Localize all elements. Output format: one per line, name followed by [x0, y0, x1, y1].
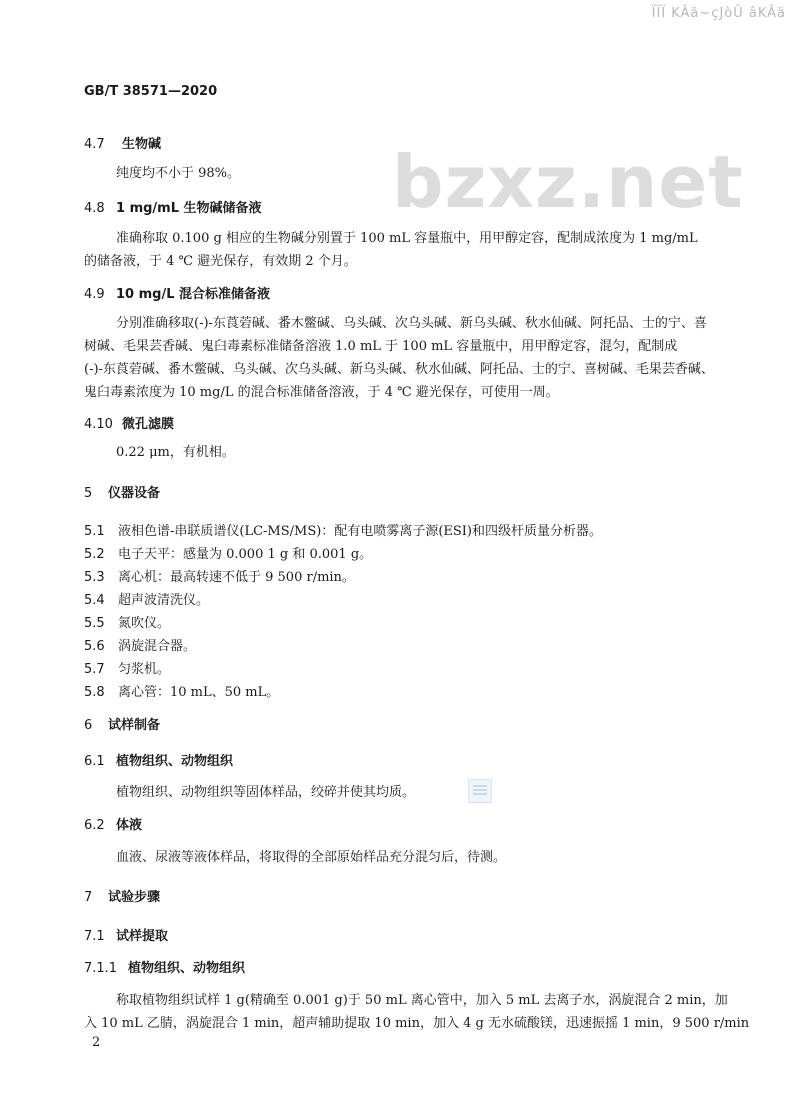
header-watermark-text: ÏÏÏ KÂä~çJòÜ âKÂä [651, 6, 786, 21]
paragraph-line: 分别准确移取(-)-东莨菪碱、番木鳖碱、乌头碱、次乌头碱、新乌头碱、秋水仙碱、阿托品、士的宁、喜 [116, 316, 707, 331]
item-text: 离心机：最高转速不低于 9 500 r/min。 [118, 570, 355, 585]
item-text: 匀浆机。 [118, 662, 171, 677]
item-text: 氮吹仪。 [118, 616, 171, 631]
section-number: 4.9 [84, 287, 105, 302]
section-title: 仪器设备 [108, 486, 161, 501]
item-number: 5.8 [84, 685, 105, 700]
section-title: 微孔滤膜 [122, 417, 175, 432]
item-number: 5.4 [84, 593, 105, 608]
item-text: 超声波清洗仪。 [118, 593, 210, 608]
item-text: 电子天平：感量为 0.000 1 g 和 0.001 g。 [118, 547, 373, 562]
list-item [84, 612, 170, 631]
section-title: 生物碱 [122, 137, 162, 152]
section-title: 植物组织、动物组织 [128, 961, 246, 976]
section-number: 6.1 [84, 754, 105, 769]
section-heading-7-1 [84, 925, 168, 944]
section-number: 7.1.1 [84, 961, 118, 976]
section-heading-6-2 [84, 814, 142, 833]
section-heading-7-1-1 [84, 957, 245, 976]
section-title: 1 mg/mL 生物碱储备液 [116, 201, 262, 216]
paragraph: 纯度均不小于 98%。 [116, 166, 241, 181]
item-number: 5.3 [84, 570, 105, 585]
section-heading-4-7 [84, 133, 161, 152]
section-heading-4-9 [84, 283, 270, 302]
item-number: 5.5 [84, 616, 105, 631]
section-heading-7 [84, 886, 160, 905]
section-title: 植物组织、动物组织 [116, 754, 234, 769]
paragraph-line: 树碱、毛果芸香碱、鬼臼毒素标准储备溶液 1.0 mL 于 100 mL 容量瓶中，用甲醇定容，混匀，配制成 [84, 339, 678, 354]
section-title: 试验步骤 [108, 890, 161, 905]
section-heading-4-8 [84, 197, 262, 216]
paragraph: 血液、尿液等液体样品，将取得的全部原始样品充分混匀后，待测。 [116, 850, 507, 865]
paragraph-line: 鬼臼毒素浓度为 10 mg/L 的混合标准储备溶液，于 4 ℃ 避光保存，可使用一周。 [84, 385, 559, 400]
section-number: 7 [84, 890, 93, 905]
paragraph-line: 的储备液，于 4 ℃ 避光保存，有效期 2 个月。 [84, 254, 357, 269]
paragraph: 0.22 μm，有机相。 [116, 445, 235, 460]
item-number: 5.1 [84, 524, 105, 539]
paragraph-line: (-)-东莨菪碱、番木鳖碱、乌头碱、次乌头碱、新乌头碱、秋水仙碱、阿托品、士的宁、喜树碱、毛果芸香碱、 [84, 362, 714, 377]
standard-number: GB/T 38571—2020 [84, 84, 218, 99]
section-title: 试样提取 [116, 929, 169, 944]
list-item [84, 520, 602, 539]
section-number: 7.1 [84, 929, 105, 944]
section-number: 4.10 [84, 417, 113, 432]
section-number: 6 [84, 718, 93, 733]
paragraph: 植物组织、动物组织等固体样品，绞碎并使其均质。 [116, 785, 416, 800]
item-text: 涡旋混合器。 [118, 639, 197, 654]
list-item [84, 635, 196, 654]
list-item [84, 543, 372, 562]
section-title: 试样制备 [108, 718, 161, 733]
section-number: 5 [84, 486, 93, 501]
list-item [84, 589, 209, 608]
paragraph-line: 入 10 mL 乙腈，涡旋混合 1 min，超声辅助提取 10 min，加入 4 g 无水硫酸镁，迅速振摇 1 min，9 500 r/min [84, 1016, 750, 1031]
list-item [84, 566, 355, 585]
item-number: 5.7 [84, 662, 105, 677]
list-item [84, 681, 279, 700]
section-number: 4.8 [84, 201, 105, 216]
item-number: 5.6 [84, 639, 105, 654]
section-number: 6.2 [84, 818, 105, 833]
scan-stamp-icon [468, 779, 492, 803]
section-heading-6 [84, 714, 160, 733]
paragraph-line: 准确称取 0.100 g 相应的生物碱分别置于 100 mL 容量瓶中，用甲醇定容，配制成浓度为 1 mg/mL [116, 231, 698, 246]
item-number: 5.2 [84, 547, 105, 562]
section-heading-5 [84, 482, 160, 501]
list-item [84, 658, 170, 677]
paragraph-line: 称取植物组织试样 1 g(精确至 0.001 g)于 50 mL 离心管中，加入 5 mL 去离子水，涡旋混合 2 min，加 [116, 993, 728, 1008]
section-heading-4-10 [84, 413, 174, 432]
section-title: 体液 [116, 818, 143, 833]
section-heading-6-1 [84, 750, 233, 769]
page-number: 2 [92, 1035, 101, 1050]
item-text: 液相色谱-串联质谱仪(LC-MS/MS)：配有电喷雾离子源(ESI)和四级杆质量分析器。 [118, 524, 602, 539]
item-text: 离心管：10 mL、50 mL。 [118, 685, 280, 700]
site-watermark: bzxz.net [392, 140, 744, 224]
section-number: 4.7 [84, 137, 105, 152]
section-title: 10 mg/L 混合标准储备液 [116, 287, 271, 302]
